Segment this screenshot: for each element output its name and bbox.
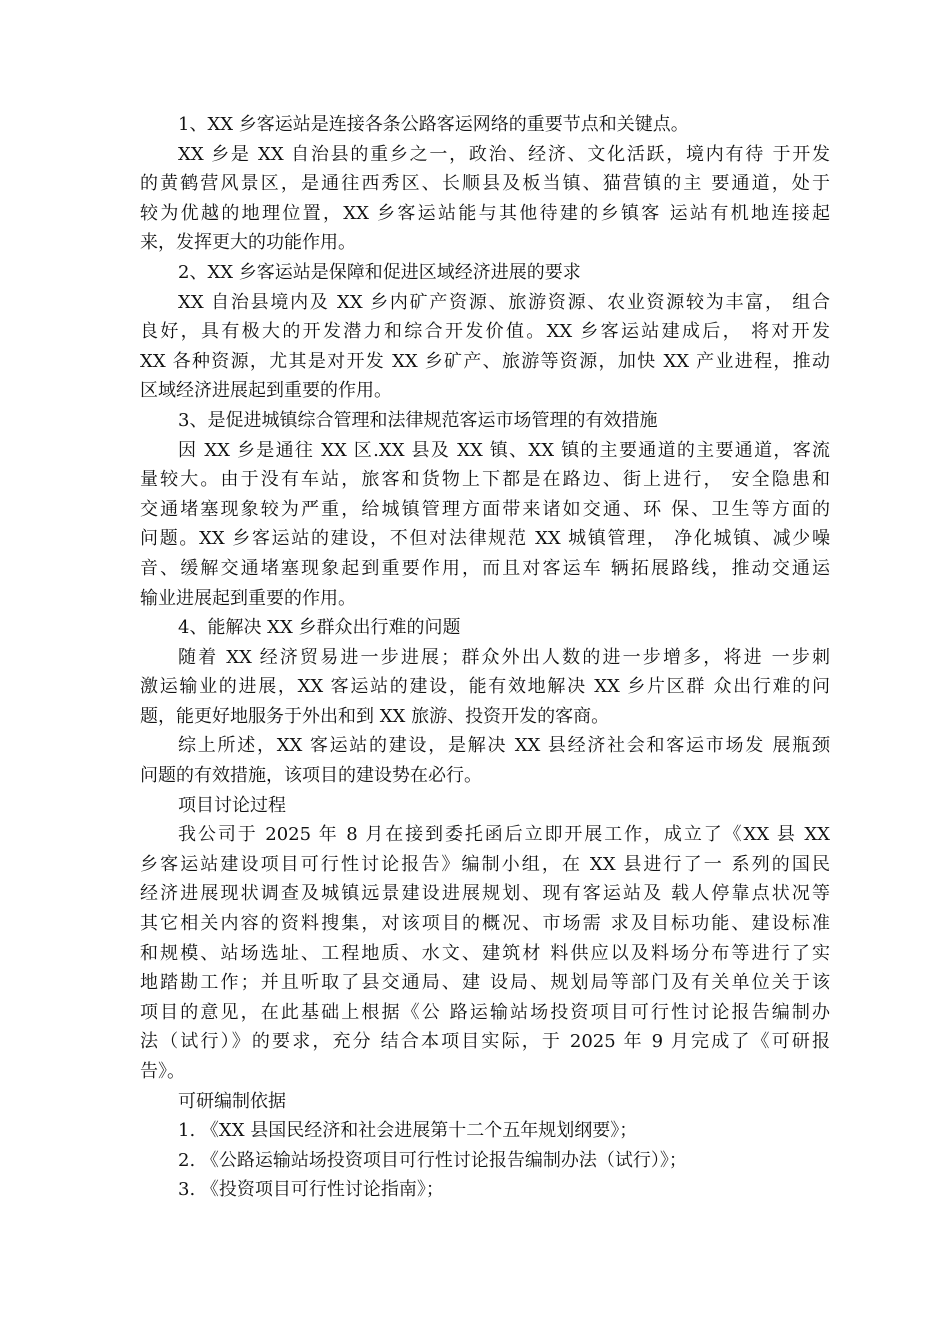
list-item: 1. 《XX 县国民经济和社会进展第十二个五年规划纲要》； (178, 1120, 638, 1142)
paragraph-line: 良好，具有极大的开发潜力和综合开发价值。XX 乡客运站建成后， 将对开发 (140, 321, 830, 343)
paragraph-line: 乡客运站建设项目可行性讨论报告》编制小组，在 XX 县进行了一 系列的国民 (140, 853, 830, 875)
paragraph-line: 和规模、站场选址、工程地质、水文、建筑材 料供应以及料场分布等进行了实 (140, 942, 830, 964)
list-item: 2. 《公路运输站场投资项目可行性讨论报告编制办法（试行）》； (178, 1149, 687, 1171)
paragraph-line: 的黄鹤营风景区，是通往西秀区、长顺县及板当镇、猫营镇的主 要通道，处于 (140, 173, 830, 195)
section-heading-1: 1、XX 乡客运站是连接各条公路客运网络的重要节点和关键点。 (178, 114, 689, 135)
paragraph-line: XX 各种资源，尤其是对开发 XX 乡矿产、旅游等资源，加快 XX 产业进程，推动 (140, 350, 830, 372)
section-heading-basis: 可研编制依据 (178, 1090, 286, 1112)
paragraph-line: 告》。 (140, 1061, 185, 1082)
paragraph-line: 较为优越的地理位置，XX 乡客运站能与其他待建的乡镇客 运站有机地连接起 (140, 202, 830, 224)
document-page (140, 110, 830, 1205)
section-heading-4: 4、能解决 XX 乡群众出行难的问题 (178, 617, 461, 639)
paragraph-line: 问题的有效措施，该项目的建设势在必行。 (140, 765, 482, 787)
paragraph-line: 因 XX 乡是通往 XX 区.XX 县及 XX 镇、XX 镇的主要通道的主要通道，客流 (178, 439, 830, 461)
paragraph-line: 项目的意见，在此基础上根据《公 路运输站场投资项目可行性讨论报告编制办 (140, 1001, 830, 1023)
list-item: 3. 《投资项目可行性讨论指南》； (178, 1179, 444, 1201)
paragraph-line: XX 自治县境内及 XX 乡内矿产资源、旅游资源、农业资源较为丰富， 组合 (178, 291, 830, 313)
paragraph-line: 音、缓解交通堵塞现象起到重要作用，而且对客运车 辆拓展路线，推动交通运 (140, 557, 830, 579)
section-heading-research-process: 项目讨论过程 (178, 794, 286, 816)
paragraph-line: 其它相关内容的资料搜集，对该项目的概况、市场需 求及目标功能、建设标准 (140, 913, 830, 935)
paragraph-line: 交通堵塞现象较为严重，给城镇管理方面带来诸如交通、环 保、卫生等方面的 (140, 498, 830, 520)
paragraph-line: 量较大。由于没有车站，旅客和货物上下都是在路边、街上进行， 安全隐患和 (140, 469, 830, 491)
paragraph-line: 法（试行）》的要求，充分 结合本项目实际，于 2025 年 9 月完成了《可研报 (140, 1031, 830, 1053)
paragraph-line: 区域经济进展起到重要的作用。 (140, 380, 392, 402)
paragraph-line: 随着 XX 经济贸易进一步进展；群众外出人数的进一步增多，将进 一步刺 (178, 646, 830, 668)
section-heading-2: 2、XX 乡客运站是保障和促进区域经济进展的要求 (178, 261, 581, 283)
section-heading-3: 3、是促进城镇综合管理和法律规范客运市场管理的有效措施 (178, 409, 658, 431)
paragraph-line: 我公司于 2025 年 8 月在接到委托函后立即开展工作，成立了《XX 县 XX (178, 824, 830, 846)
paragraph-line: 问题。XX 乡客运站的建设，不但对法律规范 XX 城镇管理， 净化城镇、减少噪 (140, 528, 830, 550)
paragraph-line: 经济进展现状调查及城镇远景建设进展规划、现有客运站及 载人停靠点状况等 (140, 883, 830, 905)
paragraph-line: 地踏勘工作；并且听取了县交通局、建 设局、规划局等部门及有关单位关于该 (140, 972, 830, 994)
paragraph-line: 题，能更好地服务于外出和到 XX 旅游、投资开发的客商。 (140, 705, 610, 727)
paragraph-line: XX 乡是 XX 自治县的重乡之一，政治、经济、文化活跃，境内有待 于开发 (178, 143, 830, 165)
paragraph-line: 输业进展起到重要的作用。 (140, 587, 356, 609)
paragraph-line: 激运输业的进展，XX 客运站的建设，能有效地解决 XX 乡片区群 众出行难的问 (140, 676, 830, 698)
paragraph-line: 综上所述，XX 客运站的建设，是解决 XX 县经济社会和客运市场发 展瓶颈 (178, 735, 830, 757)
paragraph-line: 来，发挥更大的功能作用。 (140, 232, 356, 254)
